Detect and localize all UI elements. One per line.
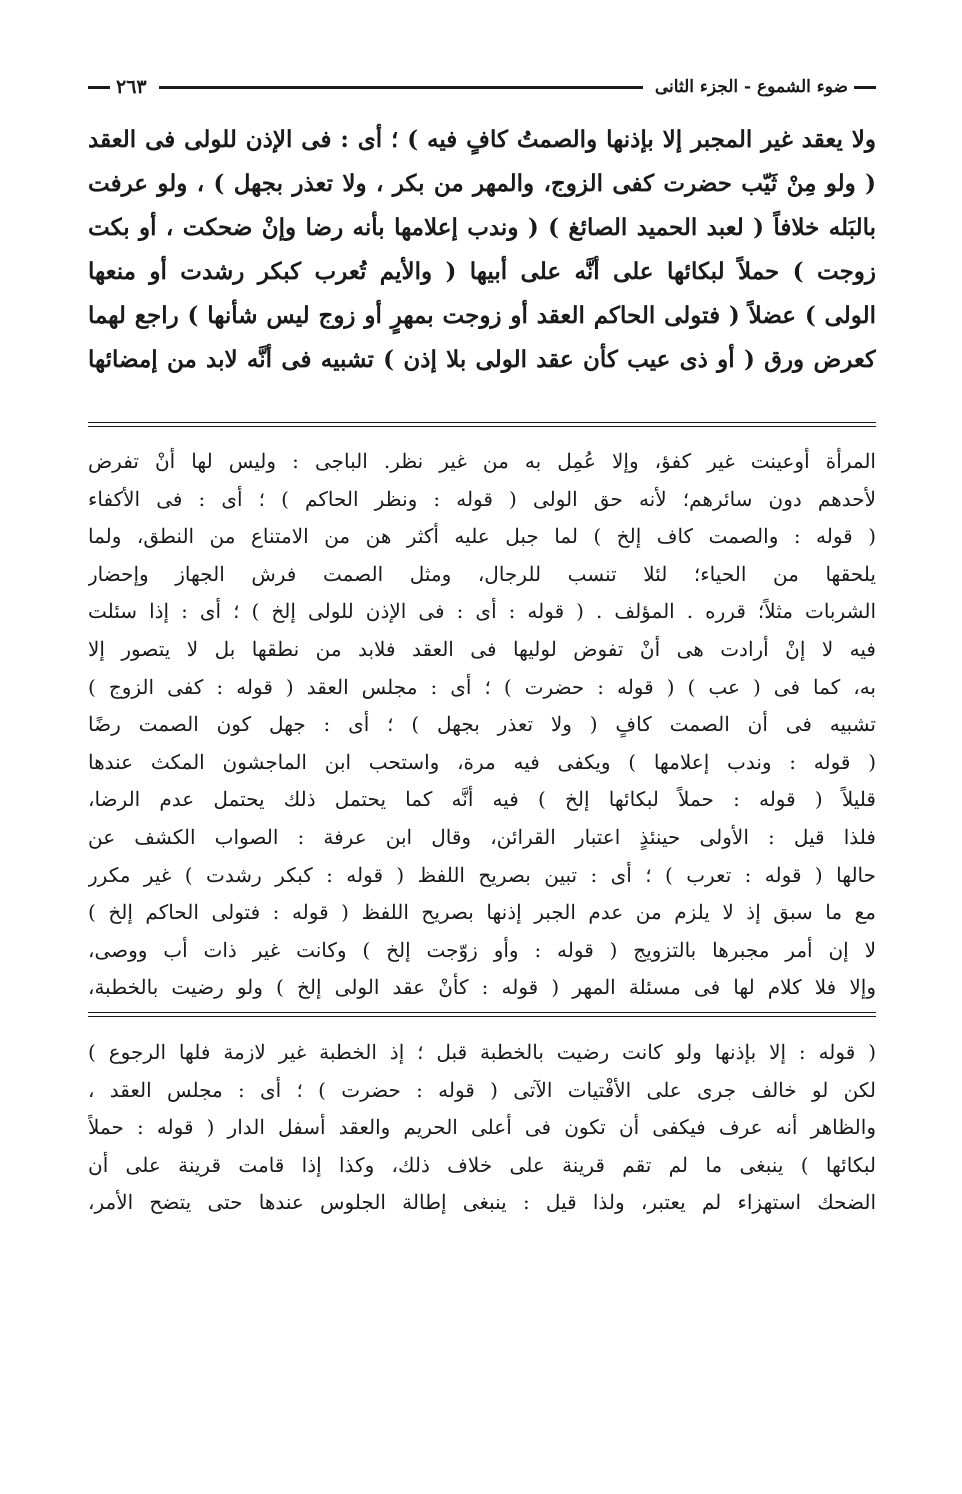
footnote-line: لكن لو خالف جرى على الأفْتيات الآتى ( قوله : حضرت ) ؛ أى : مجلس العقد ،: [88, 1077, 876, 1102]
header-dash-right: [854, 86, 876, 89]
commentary-line: يلحقها من الحياء؛ لئلا تنسب للرجال، ومثل الصمت فرش الجهاز وإحضار: [88, 561, 876, 586]
main-line: كعرض ورق ( أو ذى عيب كأن عقد الولى بلا إذن ) تشبيه فى أنَّه لابد من إمضائها: [88, 346, 876, 373]
commentary-line: المرأة أوعينت غير كفؤ، وإلا عُمِل به من غير نظر. الباجى : وليس لها أنْ تفرض: [88, 449, 876, 473]
main-line: الولى ) عضلاً ( فتولى الحاكم العقد أو زوجت بمهرٍ أو زوج ليس شأنها ) راجع لهما: [88, 302, 876, 329]
commentary-line: به، كما فى ( عب ) ( قوله : حضرت ) ؛ أى : مجلس العقد ( قوله : كفى الزوج ): [88, 674, 876, 699]
commentary-line: ( قوله : والصمت كاف إلخ ) لما جبل عليه أكثر هن من الامتناع من النطق، ولما: [88, 524, 876, 549]
double-divider: [88, 1012, 876, 1017]
main-line: ولا يعقد غير المجبر إلا بإذنها والصمتُ كافٍ فيه ) ؛ أى : فى الإذن للولى فى العقد: [88, 126, 876, 153]
double-divider: [88, 422, 876, 427]
footnote-line: ( قوله : إلا بإذنها ولو كانت رضيت بالخطبة قبل ؛ إذ الخطبة غير لازمة فلها الرجوع ): [88, 1040, 876, 1064]
commentary-line: لأحدهم دون سائرهم؛ لأنه حق الولى ( قوله : ونظر الحاكم ) ؛ أى : فى الأكفاء: [88, 486, 876, 511]
header-rule: [159, 86, 643, 89]
commentary-line: وإلا فلا كلام لها فى مسئلة المهر ( قوله : كأنْ عقد الولى إلخ ) ولو رضيت بالخطبة،: [88, 975, 876, 1000]
running-header: [88, 70, 876, 104]
commentary-line: قليلاً ( قوله : حملاً لبكائها إلخ ) فيه أنَّه كما يحتمل ذلك يحتمل عدم الرضا،: [88, 787, 876, 812]
commentary-line: لا إن أمر مجبرها بالتزويج ( قوله : وأو زوّجت إلخ ) وكانت غير ذات أب ووصى،: [88, 937, 876, 962]
footnote-line: لبكائها ) ينبغى ما لم تقم قرينة على خلاف ذلك، وكذا إذا قامت قرينة على أن: [88, 1152, 876, 1177]
main-line: بالبَله خلافاً ( لعبد الحميد الصائغ ) ( وندب إعلامها بأنه رضا وإنْ ضحكت ، أو بكت: [88, 214, 876, 241]
commentary-line: مع ما سبق إذ لا يلزم من عدم الجبر إذنها بصريح اللفظ ( قوله : فتولى الحاكم إلخ ): [88, 900, 876, 925]
commentary-line: الشربات مثلاً؛ قرره . المؤلف . ( قوله : أى : فى الإذن للولى إلخ ) ؛ أى : إذا سئلت: [88, 599, 876, 624]
main-text: [88, 118, 876, 382]
commentary-text: [88, 443, 876, 1007]
footnote-text: [88, 1034, 876, 1222]
header-dash-left: [88, 86, 110, 89]
page-number: ٢٦٣: [116, 76, 147, 98]
commentary-line: فلذا قيل : الأولى حينئذٍ اعتبار القرائن، وقال ابن عرفة : الصواب الكشف عن: [88, 824, 876, 849]
footnote-line: والظاهر أنه عرف فيكفى أن تكون فى أعلى الحريم والعقد أسفل الدار ( قوله : حملاً: [88, 1115, 876, 1139]
commentary-line: تشبيه فى أن الصمت كافٍ ( ولا تعذر بجهل ) ؛ أى : جهل كون الصمت رضًا: [88, 712, 876, 737]
main-line: ( ولو مِنْ ثَيّب حضرت كفى الزوج، والمهر من بكر ، ولا تعذر بجهل ) ، ولو عرفت: [88, 170, 876, 197]
footnote-line: الضحك استهزاء لم يعتبر، ولذا قيل : ينبغى إطالة الجلوس عندها حتى يتضح الأمر،: [88, 1190, 876, 1214]
commentary-line: ( قوله : وندب إعلامها ) ويكفى فيه مرة، واستحب ابن الماجشون المكث عندها: [88, 749, 876, 774]
commentary-line: حالها ( قوله : تعرب ) ؛ أى : تبين بصريح اللفظ ( قوله : كبكر رشدت ) غير مكرر: [88, 862, 876, 887]
main-line: زوجت ) حملاً لبكائها على أنَّه على أبيها ( والأيم تُعرب كبكر رشدت أو منعها: [88, 258, 876, 285]
commentary-line: فيه لا إنْ أرادت هى أنْ تفوض لوليها فى العقد فلابد من نطقها بل لا يتصور إلا: [88, 636, 876, 661]
book-title: ضوء الشموع - الجزء الثانى: [654, 77, 848, 97]
